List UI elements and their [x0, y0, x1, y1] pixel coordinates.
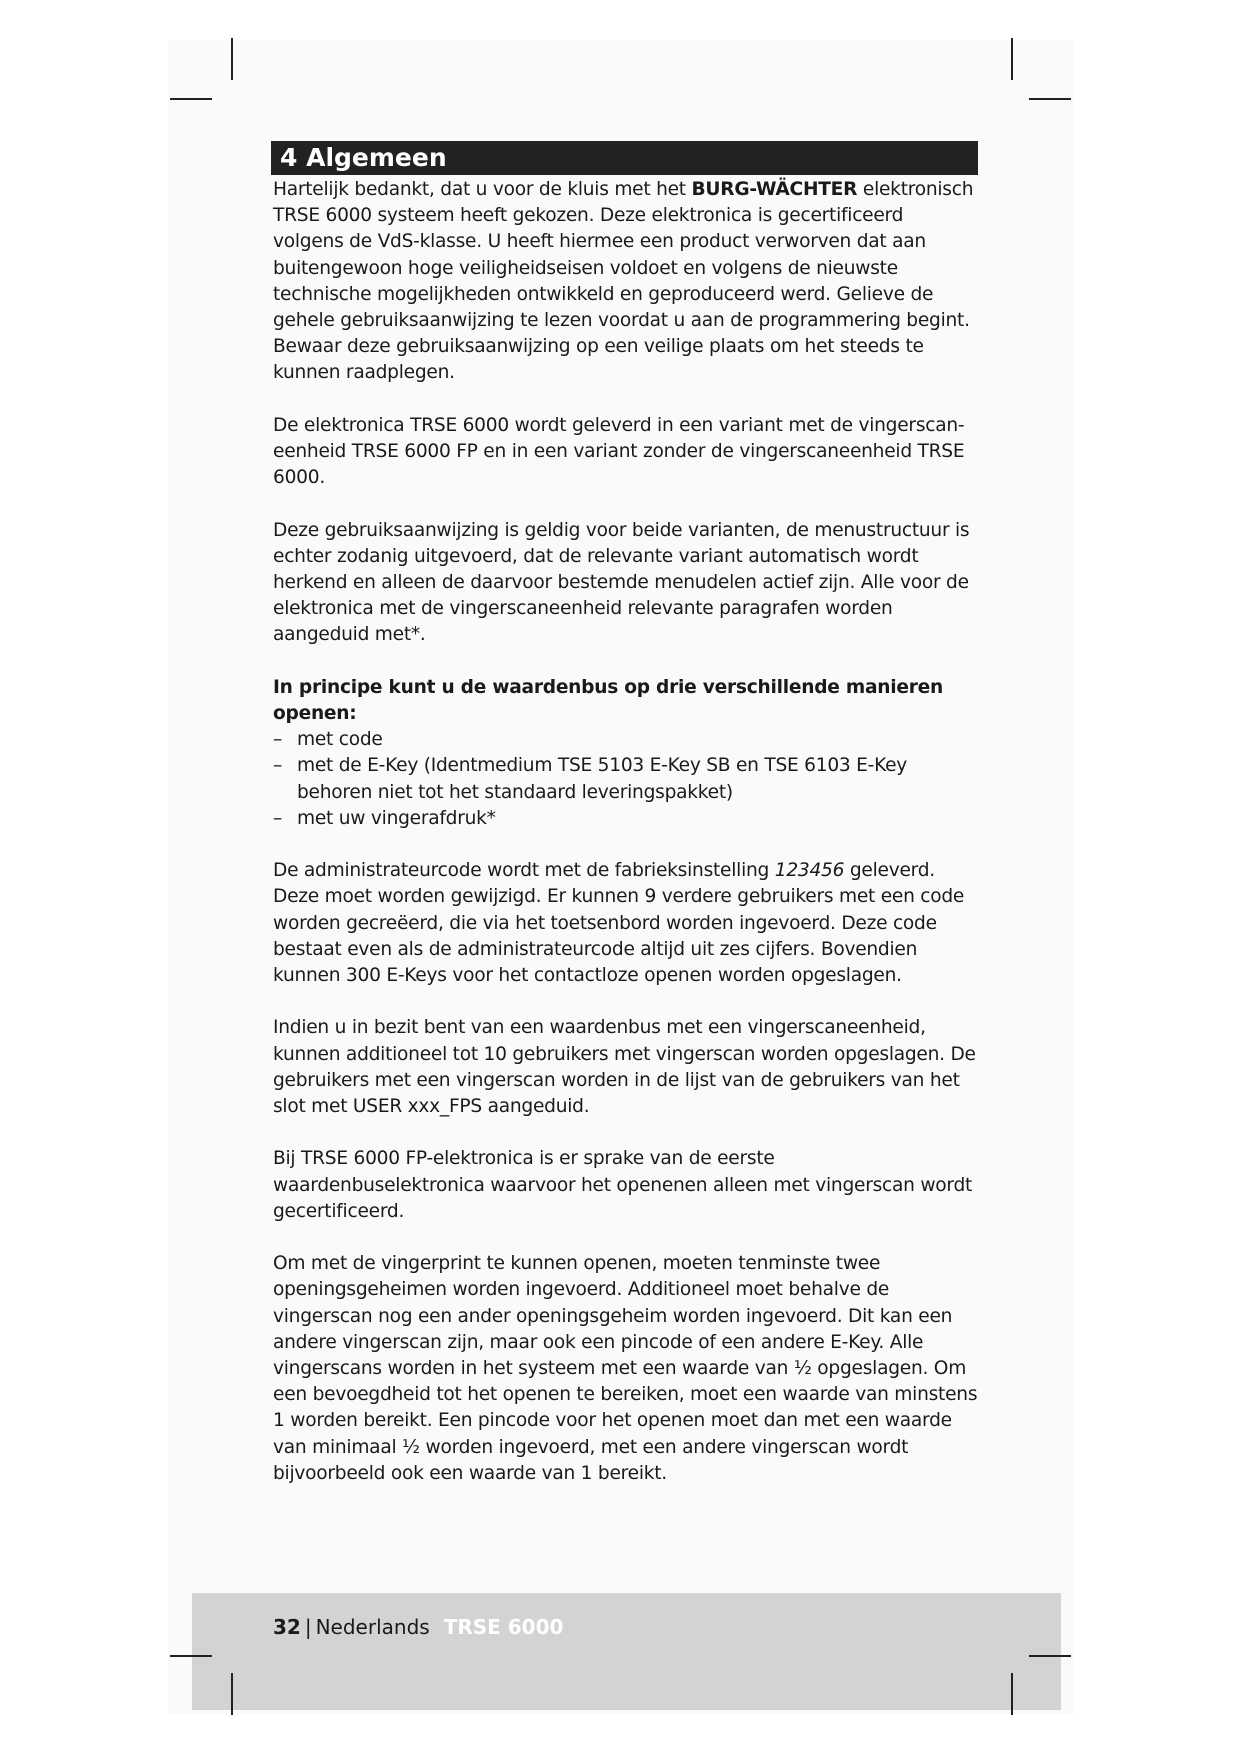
factory-code: 123456	[774, 860, 845, 882]
list-item-text: met uw vingerafdruk*	[297, 807, 496, 829]
intro-text-rest: elektronisch TRSE 6000 systeem heeft gekozen. Deze elektronica is gecertificeerd volgens de VdS-klasse. U heeft hiermee een product verworven dat aan buitengewoon hoge veiligheidseisen voldoet en volgens de nieuwste technische mogelijkheden ontwikkeld en geproduceerd werd. Gelieve de gehele gebruiksaanwijzing te lezen voordat u aan de programmering begint. Bewaar deze gebruiksaanwijzing op een veilige plaats om het steeds te kunnen raadplegen.	[273, 179, 974, 384]
admin-code-paragraph	[273, 858, 978, 989]
crop-mark-bottom-right-horizontal	[1029, 1655, 1071, 1657]
list-item-text: met de E-Key (Identmedium TSE 5103 E-Key SB en TSE 6103 E-Key behoren niet tot het standaard leveringspakket)	[297, 755, 908, 803]
crop-mark-top-right-horizontal	[1029, 98, 1071, 100]
intro-paragraph	[273, 177, 978, 387]
certification-paragraph: Bij TRSE 6000 FP-elektronica is er sprake van de eerste waardenbuselektronica waarvoor het openenen alleen met vingerscan wordt gecertificeerd.	[273, 1148, 973, 1222]
list-item	[273, 727, 978, 753]
brand-name: BURG-WÄCHTER	[691, 179, 858, 200]
open-methods-list	[273, 727, 978, 832]
crop-mark-top-right-vertical	[1011, 38, 1013, 80]
page-footer	[273, 1613, 563, 1641]
section-heading	[271, 141, 978, 175]
crop-mark-top-left-vertical	[231, 38, 233, 80]
fingerscan-users-paragraph: Indien u in bezit bent van een waardenbus met een vingerscaneenheid, kunnen additioneel tot 10 gebruikers met vingerscan worden opgeslagen. De gebruikers met een vingerscan worden in de lijst van de gebruikers van het slot met USER xxx_FPS aangeduid.	[273, 1017, 976, 1118]
open-methods-heading: In principe kunt u de waardenbus op drie verschillende manieren openen:	[273, 676, 943, 725]
footer-product: TRSE 6000	[443, 1615, 564, 1639]
intro-text-start: Hartelijk bedankt, dat u voor de kluis met het	[273, 179, 692, 200]
page-content	[273, 141, 978, 1513]
crop-mark-bottom-left-horizontal	[170, 1655, 212, 1657]
dash-bullet: –	[273, 755, 283, 777]
admin-code-text-start: De administrateurcode wordt met de fabrieksinstelling	[273, 860, 775, 882]
crop-mark-top-left-horizontal	[170, 98, 212, 100]
footer-language: Nederlands	[315, 1615, 430, 1639]
list-item-text: met code	[297, 729, 383, 751]
crop-mark-bottom-left-vertical	[231, 1673, 233, 1715]
validity-paragraph: Deze gebruiksaanwijzing is geldig voor beide varianten, de menustructuur is echter zodanig uitgevoerd, dat de relevante variant automatisch wordt herkend en alleen de daarvoor bestemde menudelen actief zijn. Alle voor de elektronica met de vingerscaneenheid relevante paragrafen worden aangeduid met*.	[273, 519, 970, 646]
variants-paragraph: De elektronica TRSE 6000 wordt geleverd in een variant met de vingerscan-eenheid TRSE 6000 FP en in een variant zonder de vingerscaneenheid TRSE 6000.	[273, 414, 965, 489]
fingerprint-paragraph: Om met de vingerprint te kunnen openen, moeten tenminste twee openingsgeheimen worden ingevoerd. Additioneel moet behalve de vingerscan nog een ander openingsgeheim worden ingevoerd. Dit kan een andere vingerscan zijn, maar ook een pincode of een andere E-Key. Alle vingerscans worden in het systeem met een waarde van ½ opgeslagen. Om een bevoegdheid tot het openen te bereiken, moet een waarde van minstens 1 worden bereikt. Een pincode voor het openen moet dan met een waarde van minimaal ½ worden ingevoerd, met een andere vingerscan wordt bijvoorbeeld ook een waarde van 1 bereikt.	[273, 1253, 978, 1484]
crop-mark-bottom-right-vertical	[1011, 1673, 1013, 1715]
page-number: 32	[273, 1615, 301, 1639]
footer-band	[192, 1593, 1061, 1710]
list-item	[273, 753, 978, 805]
section-title: 4 Algemeen	[280, 143, 447, 172]
admin-code-text-rest: geleverd. Deze moet worden gewijzigd. Er kunnen 9 verdere gebruikers met een code worden gecreëerd, die via het toetsenbord worden ingevoerd. Deze code bestaat even als de administrateurcode altijd uit zes cijfers. Bovendien kunnen 300 E-Keys voor het contactloze openen worden opgeslagen.	[273, 860, 965, 987]
footer-separator: |	[304, 1615, 312, 1639]
dash-bullet: –	[273, 807, 283, 829]
list-item	[273, 806, 978, 832]
dash-bullet: –	[273, 729, 283, 751]
